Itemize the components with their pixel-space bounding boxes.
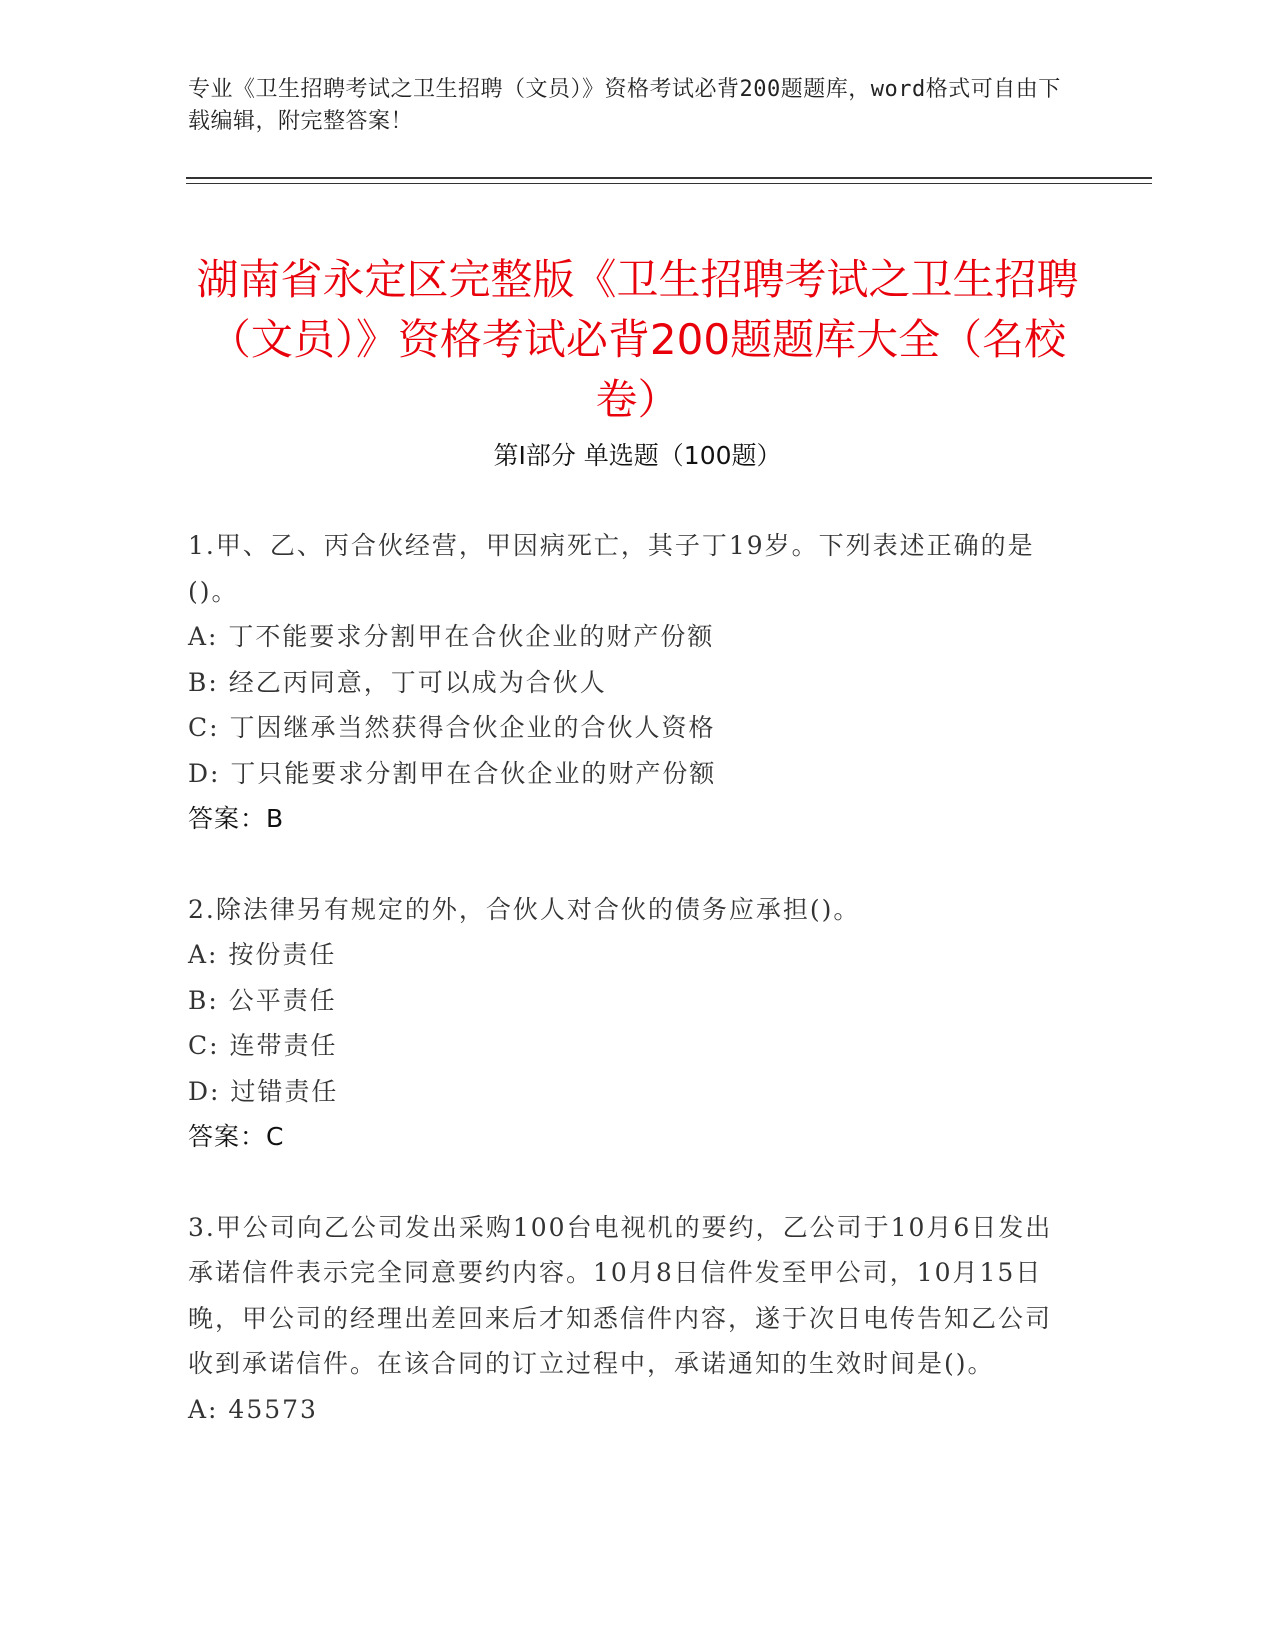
question-1 [188,523,1068,842]
header-note: 专业《卫生招聘考试之卫生招聘（文员）》资格考试必背200题题库，word格式可自由下载编辑，附完整答案！ [188,77,1061,134]
question-list [188,523,1068,1477]
option-c: C: 连带责任 [188,1031,338,1060]
option-a: A: 45573 [188,1394,318,1424]
option-c: C: 丁因继承当然获得合伙企业的合伙人资格 [188,713,716,742]
question-stem: 2.除法律另有规定的外，合伙人对合伙的债务应承担()。 [188,894,861,924]
header-divider-thin [186,183,1152,184]
answer-line: 答案：C [188,1122,285,1151]
option-b: B: 公平责任 [188,985,337,1015]
option-d: D: 丁只能要求分割甲在合伙企业的财产份额 [188,758,717,788]
document-title: 湖南省永定区完整版《卫生招聘考试之卫生招聘（文员）》资格考试必背200题题库大全（名校卷） [196,255,1079,425]
question-3 [188,1205,1068,1433]
option-d: D: 过错责任 [188,1076,339,1106]
question-stem: 3.甲公司向乙公司发出采购100台电视机的要约，乙公司于10月6日发出承诺信件表示完全同意要约内容。10月8日信件发至甲公司，10月15日晚，甲公司的经理出差回来后才知悉信件内容，遂于次日电传告知乙公司收到承诺信件。在该合同的订立过程中，承诺通知的生效时间是()。 [188,1212,1053,1378]
section-title: 第Ⅰ部分 单选题（100题） [493,441,782,470]
option-a: A: 按份责任 [188,940,337,969]
answer-line: 答案：B [188,804,285,833]
header-divider-thick [186,177,1152,179]
question-2 [188,887,1068,1160]
option-a: A: 丁不能要求分割甲在合伙企业的财产份额 [188,622,715,651]
option-b: B: 经乙丙同意，丁可以成为合伙人 [188,667,607,697]
question-stem: 1.甲、乙、丙合伙经营，甲因病死亡，其子丁19岁。下列表述正确的是()。 [188,531,1035,606]
